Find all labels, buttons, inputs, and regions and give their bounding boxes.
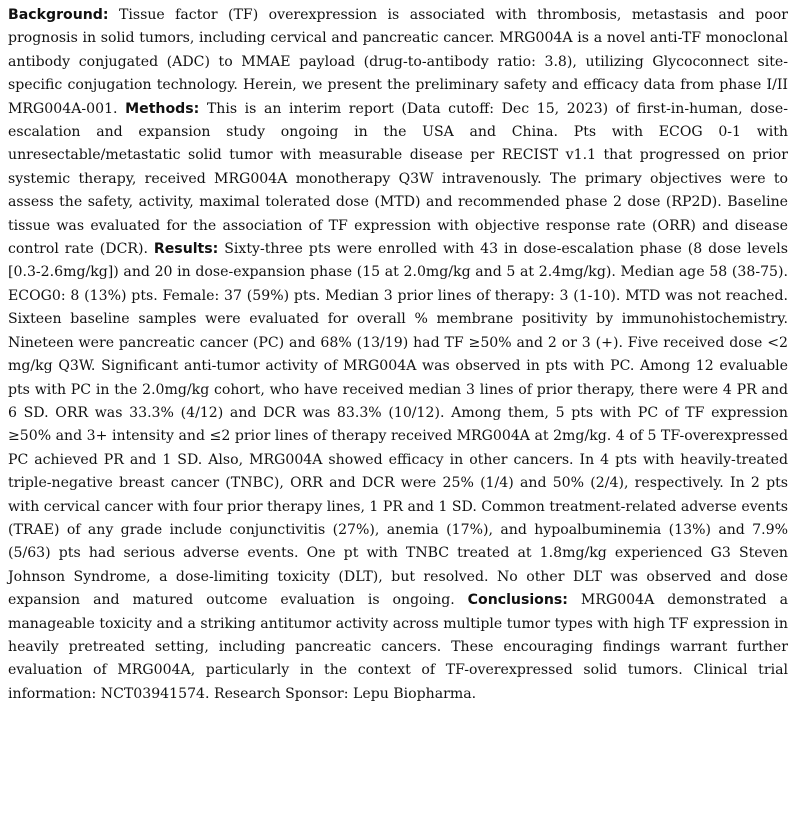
background-text: Tissue factor (TF) overexpression is associated with thrombosis, metastasis and poor prognosis in solid tumors, including cervical and pancreatic cancer. MRG004A is a novel anti-TF monoclonal antibody conjugated (ADC) to MMAE payload (drug-to-antibody ratio: 3.8), utilizing Glycoconnect site-specific conjugation technology. Herein, we present the preliminary safety and efficacy data from phase I/II MRG004A-001. — [8, 7, 788, 117]
background-label: Background: — [8, 7, 109, 23]
conclusions-text: MRG004A demonstrated a manageable toxicity and a striking antitumor activity across multiple tumor types with high TF expression in heavily pretreated setting, including pancreatic cancers. These encouraging findings warrant further evaluation of MRG004A, particularly in the context of TF-overexpressed solid tumors. Clinical trial information: NCT03941574. Research Sponsor: Lepu Biopharma. — [8, 592, 788, 702]
methods-text: This is an interim report (Data cutoff: Dec 15, 2023) of first-in-human, dose-escalation and expansion study ongoing in the USA and China. Pts with ECOG 0-1 with unresectable/metastatic solid tumor with measurable disease per RECIST v1.1 that progressed on prior systemic therapy, received MRG004A monotherapy Q3W intravenously. The primary objectives were to assess the safety, activity, maximal tolerated dose (MTD) and recommended phase 2 dose (RP2D). Baseline tissue was evaluated for the association of TF expression with objective response rate (ORR) and disease control rate (DCR). — [8, 100, 788, 258]
conclusions-label: Conclusions: — [467, 592, 568, 609]
results-text: Sixty-three pts were enrolled with 43 in dose-escalation phase (8 dose levels [0.3-2.6mg/kg]) and 20 in dose-expansion phase (15 at 2.0mg/kg and 5 at 2.4mg/kg). Median age 58 (38-75). ECOG0: 8 (13%) pts. Female: 37 (59%) pts. Median 3 prior lines of therapy: 3 (1-10). MTD was not reached. Sixteen baseline samples were evaluated for overall % membrane positivity by immunohistochemistry. Nineteen were pancreatic cancer (PC) and 68% (13/19) had TF ≥50% and 2 or 3 (+). Five received dose <2 mg/kg Q3W. Significant anti-tumor activity of MRG004A was observed in pts with PC. Among 12 evaluable pts with PC in the 2.0mg/kg cohort, who have received median 3 lines of prior therapy, there were 4 PR and 6 SD. ORR was 33.3% (4/12) and DCR was 83.3% (10/12). Among them, 5 pts with PC of TF expression ≥50% and 3+ intensity and ≤2 prior lines of therapy received MRG004A at 2mg/kg. 4 of 5 TF-overexpressed PC achieved PR and 1 SD. Also, MRG004A showed efficacy in other cancers. In 4 pts with heavily-treated triple-negative breast cancer (TNBC), ORR and DCR were 25% (1/4) and 50% (2/4), respectively. In 2 pts with cervical cancer with four prior therapy lines, 1 PR and 1 SD. Common treatment-related adverse events (TRAE) of any grade include conjunctivitis (27%), anemia (17%), and hypoalbuminemia (13%) and 7.9% (5/63) pts had serious adverse events. One pt with TNBC treated at 1.8mg/kg experienced G3 Steven Johnson Syndrome, a dose-limiting toxicity (DLT), but resolved. No other DLT was observed and dose expansion and matured outcome evaluation is ongoing. — [8, 241, 788, 609]
methods-label: Methods: — [125, 100, 200, 117]
results-label: Results: — [153, 241, 219, 258]
